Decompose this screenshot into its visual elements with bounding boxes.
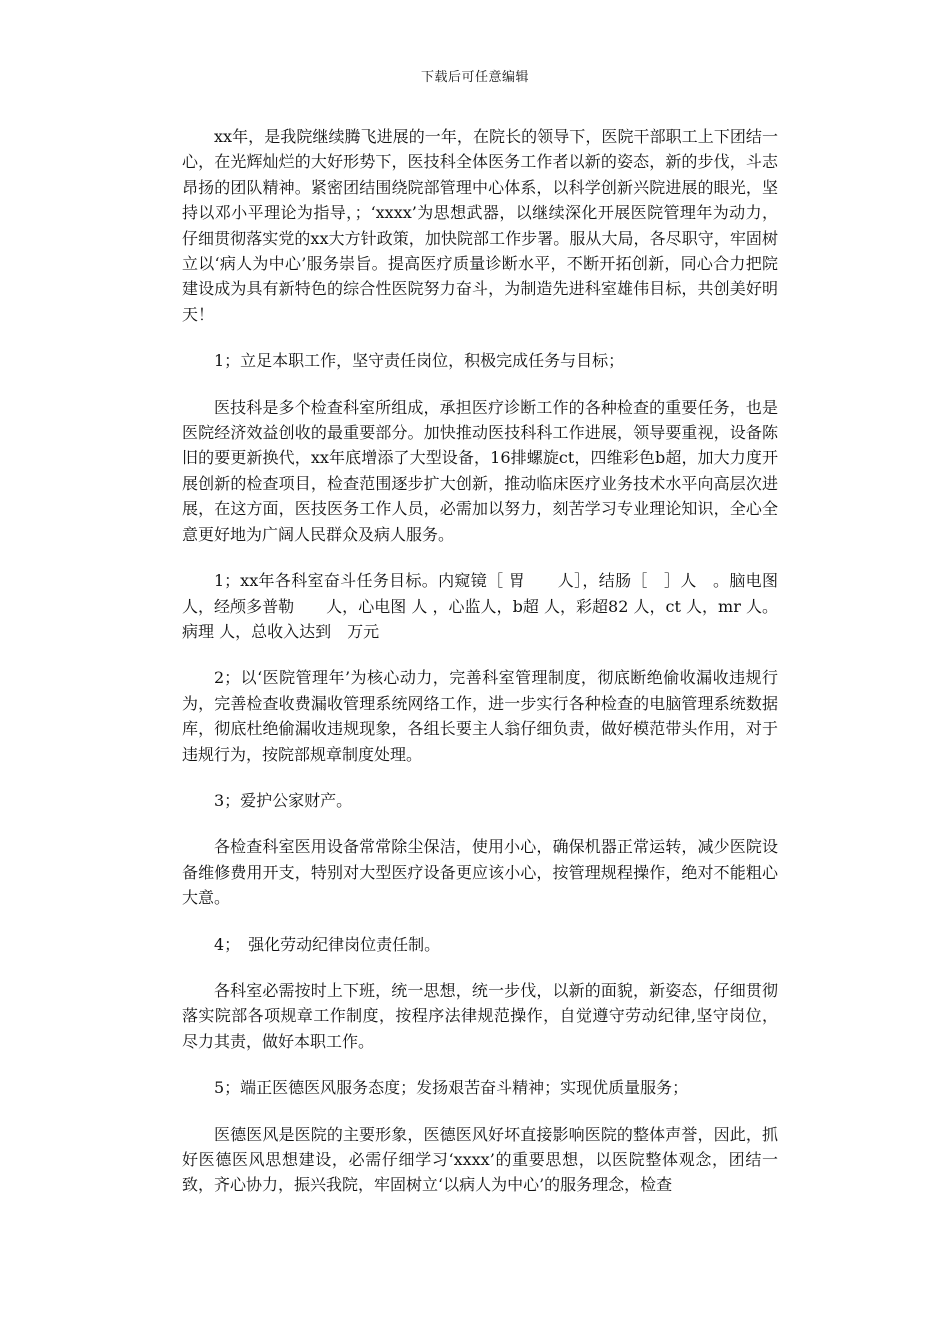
section-heading-4: 4； 强化劳动纪律岗位责任制。 <box>214 934 441 954</box>
section-heading-1: 1；立足本职工作，坚守责任岗位，积极完成任务与目标； <box>214 351 625 371</box>
section-heading-3: 3；爱护公家财产。 <box>214 790 353 810</box>
paragraph-targets: 1；xx年各科室奋斗任务目标。内窥镜［ 胃 人］，结肠［ ］人 。脑电图人，经颅多普勒 人，心电图 人 ，心监人，b超 人，彩超82 人，ct 人，mr 人。病理 人，总收入达到 万元 <box>182 571 778 641</box>
document-body <box>182 124 778 1219</box>
paragraph-management-year: 2；以‘医院管理年’为核心动力，完善科室管理制度，彻底断绝偷收漏收违规行为，完善检查收费漏收管理系统网络工作，进一步实行各种检查的电脑管理系统数据库，彻底杜绝偷漏收违规现象，各组长要主人翁仔细负责，做好模范带头作用，对于违规行为，按院部规章制度处理。 <box>182 668 778 764</box>
section-heading-5: 5；端正医德医风服务态度；发扬艰苦奋斗精神；实现优质量服务； <box>214 1078 689 1098</box>
paragraph-discipline: 各科室必需按时上下班，统一思想，统一步伐，以新的面貌，新姿态，仔细贯彻落实院部各项规章工作制度，按程序法律规范操作，自觉遵守劳动纪律,坚守岗位，尽力其责，做好本职工作。 <box>182 980 778 1051</box>
paragraph-equipment: 各检查科室医用设备常常除尘保洁，使用小心，确保机器正常运转，减少医院设备维修费用开支，特别对大型医疗设备更应该小心，按管理规程操作，绝对不能粗心大意。 <box>182 837 778 908</box>
intro-paragraph: xx年，是我院继续腾飞进展的一年，在院长的领导下，医院干部职工上下团结一心，在光辉灿烂的大好形势下，医技科全体医务工作者以新的姿态，新的步伐，斗志昂扬的团队精神。紧密团结围绕院部管理中心体系，以科学创新兴院进展的眼光，坚持以邓小平理论为指导，；‘xxxx’为思想武器，以继续深化开展医院管理年为动力，仔细贯彻落实党的xx大方针政策，加快院部工作步署。服从大局，各尽职守，牢固树立以‘病人为中心’服务崇旨。提高医疗质量诊断水平，不断开拓创新，同心合力把院建设成为具有新特色的综合性医院努力奋斗，为制造先进科室雄伟目标，共创美好明天！ <box>182 127 778 324</box>
paragraph-medical-ethics: 医德医风是医院的主要形象，医德医风好坏直接影响医院的整体声誉，因此，抓好医德医风思想建设，必需仔细学习‘xxxx’的重要思想，以医院整体观念，团结一致，齐心协力，振兴我院，牢固树立‘以病人为中心’的服务理念，检查 <box>182 1124 778 1195</box>
page-header: 下载后可任意编辑 <box>420 70 529 85</box>
paragraph-medical-tech: 医技科是多个检查科室所组成，承担医疗诊断工作的各种检查的重要任务，也是医院经济效益创收的最重要部分。加快推动医技科科工作进展，领导要重视，设备陈旧的要更新换代，xx年底增添了大型设备，16排螺旋ct，四维彩色b超，加大力度开展创新的检查项目，检查范围逐步扩大创新，推动临床医疗业务技术水平向高层次进展，在这方面，医技医务工作人员，必需加以努力，刻苦学习专业理论知识，全心全意更好地为广阔人民群众及病人服务。 <box>182 397 778 544</box>
